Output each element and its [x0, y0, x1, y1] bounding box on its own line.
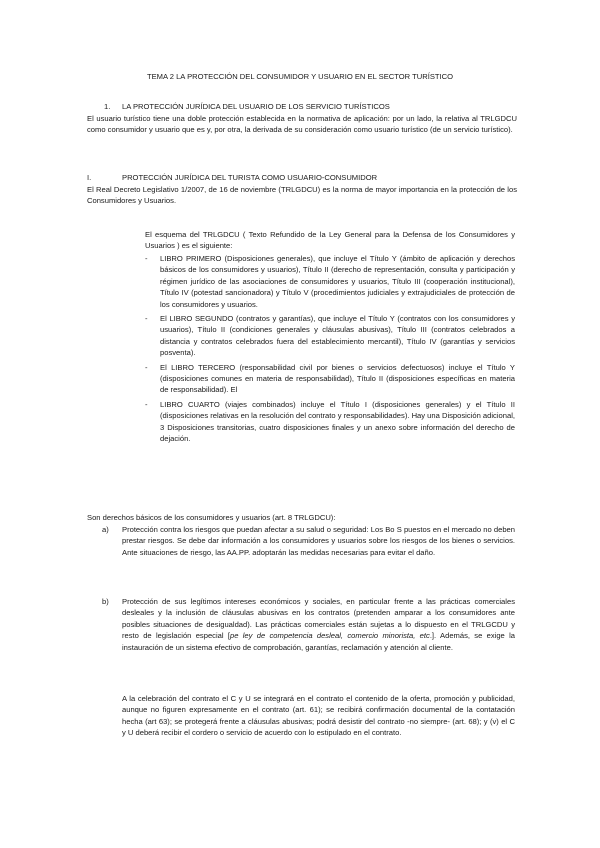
section-1-heading-text: LA PROTECCIÓN JURÍDICA DEL USUARIO DE LOS SERVICIO TURÍSTICOS	[122, 102, 390, 111]
derecho-b-italic: pe ley de competencia desleal, comercio minorista, etc	[229, 631, 430, 641]
list-dash: -	[145, 399, 148, 409]
section-2-heading	[87, 172, 377, 183]
list-item	[102, 524, 515, 558]
list-item	[145, 362, 515, 396]
section-1-number: 1.	[104, 102, 111, 111]
list-marker: a)	[102, 525, 109, 534]
list-dash: -	[145, 314, 148, 324]
section-2-number: I.	[87, 173, 92, 182]
list-item	[102, 596, 515, 653]
section-1-body: El usuario turístico tiene una doble protección establecida en la normativa de aplicación: por un lado, la relativa al TRLGDCU como consumidor y usuario que es y, por otra, la derivada de su consideración como usuario turístico (de un servicio turístico).	[87, 114, 517, 135]
list-item-text: LIBRO PRIMERO (Disposiciones generales), que incluye el Título Y (ámbito de aplicación y derechos básicos de los consumidores y usuarios), Título II (derecho de representación, consulta y participación y régimen jurídico de las asociaciones de consumidores y usuarios, Título III (cooperación institucional), Título IV (potestad sancionadora) y Título V (procedimientos judiciales y extrajudiciales de protección de los consumidores y usuarios.	[160, 254, 515, 309]
derecho-b-text-end: .]. Además, se exige la instauración de un sistema efectivo de comprobación, garantías, reclamación y atención al cliente.	[122, 631, 515, 652]
derechos-heading: Son derechos básicos de los consumidores y usuarios (art. 8 TRLGDCU):	[87, 513, 336, 522]
derecho-a-list	[102, 524, 515, 558]
esquema-intro: El esquema del TRLGDCU ( Texto Refundido de la Ley General para la Defensa de los Consumidores y Usuarios ) es el siguiente:	[145, 230, 515, 251]
derecho-b-list	[102, 596, 515, 653]
list-item-text: LIBRO CUARTO (viajes combinados) incluye el Título I (disposiciones generales) y el Título II (disposiciones relativas en la resolución del contrato y responsabilidades). Hay una Disposición adicional, 3 Disposiciones transitorias, cuatro disposiciones finales y un anexo sobre información del derecho de dejación.	[160, 399, 515, 444]
section-1-heading	[104, 101, 390, 112]
list-item-text: El LIBRO TERCERO (responsabilidad civil por bienes o servicios defectuosos) incluye el Título Y (disposiciones comunes en materia de responsabilidad), Título II (disposiciones específicas en materia de responsabilidad). El	[160, 362, 515, 395]
document-title: TEMA 2 LA PROTECCIÓN DEL CONSUMIDOR Y USUARIO EN EL SECTOR TURÍSTICO	[146, 72, 454, 81]
list-item	[145, 253, 515, 310]
list-marker: b)	[102, 597, 109, 606]
derecho-b-text: Protección de sus legítimos intereses económicos y sociales, en particular frente a las prácticas comerciales desleales y la inclusión de cláusulas abusivas en los contratos (pretenden amparar a los consumidores ante posibles situaciones de desigualdad). Las prácticas comerciales están sujetas a lo dispuesto en el TRLGCDU y resto de legislación especial [	[122, 597, 515, 641]
list-item	[145, 313, 515, 359]
derecho-b-paragraph-2: A la celebración del contrato el C y U se integrará en el contrato el contenido de la oferta, promoción y publicidad, aunque no figuren expresamente en el contrato (art. 61); se recibirá confirmación documental de la contatación hecha (art 63); se protegerá frente a cláusulas abusivas; podrá desistir del contrato -no siempre- (art. 68); y (v) el C y U deberá recibir el cordero o servicio de acuerdo con lo estipulado en el contrato.	[122, 694, 515, 738]
list-item	[145, 399, 515, 445]
section-2-heading-text: PROTECCIÓN JURÍDICA DEL TURISTA COMO USUARIO-CONSUMIDOR	[122, 173, 378, 182]
list-dash: -	[145, 254, 148, 263]
list-item-text: El LIBRO SEGUNDO (contratos y garantías), que incluye el Título Y (contratos con los consumidores y usuarios), Título II (condiciones generales y cláusulas abusivas), Título III (contratos celebrados a distancia y contratos celebrados fuera del establecimiento mercantil), Título IV (garantías y servicios posventa).	[160, 314, 515, 358]
list-dash: -	[145, 362, 148, 372]
derecho-a-text: Protección contra los riesgos que puedan afectar a su salud o seguridad: Los Bo S puestos en el mercado no deben prestar riesgos. Se debe dar información a los consumidores y usuarios sobre los riesgos de los bienes o servicios. Ante situaciones de riesgo, las AA.PP. adoptarán las medidas necesarias para evitar el daño.	[122, 525, 515, 557]
books-list	[145, 253, 515, 448]
section-2-body: El Real Decreto Legislativo 1/2007, de 16 de noviembre (TRLGDCU) es la norma de mayor importancia en la protección de los Consumidores y Usuarios.	[87, 185, 517, 206]
